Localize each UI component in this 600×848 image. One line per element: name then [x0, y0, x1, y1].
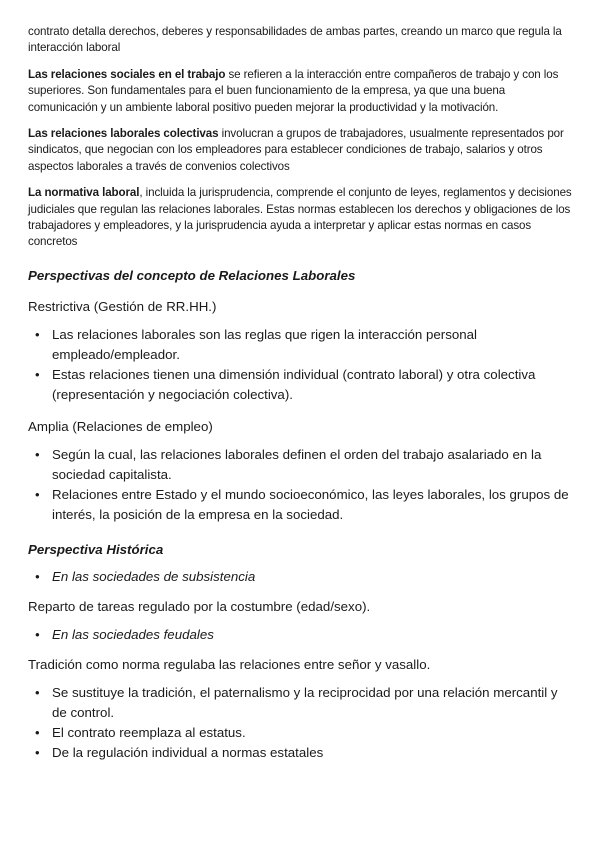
intro-paragraph: contrato detalla derechos, deberes y responsabilidades de ambas partes, creando un marco que regula la interacción laboral [28, 25, 562, 55]
label-amplia: Amplia (Relaciones de empleo) [28, 418, 213, 434]
text-relaciones-colectivas: involucran a grupos de trabajadores, usualmente representados por sindicatos, que negocian con los empleadores para establecer condiciones de trabajo, salarios y otros aspectos laborales a través de convenios colectivos [28, 127, 564, 173]
paragraph-relaciones-sociales [28, 67, 574, 116]
list-item: • Se sustituye la tradición, el paternalismo y la reciprocidad por una relación mercantil y de control. [28, 683, 574, 723]
list-amplia [28, 445, 574, 525]
list-item: • Relaciones entre Estado y el mundo socioeconómico, las leyes laborales, los grupos de interés, la posición de la empresa en la sociedad. [28, 485, 574, 525]
text-normativa-laboral: , incluida la jurisprudencia, comprende el conjunto de leyes, reglamentos y decisiones judiciales que regulan las relaciones laborales. Estas normas establecen los derechos y obligaciones de los trabajadores y empleadores, y la jurisprudencia ayuda a interpretar y aplicar estas normas en casos concretos [28, 186, 572, 249]
heading-perspectivas: Perspectivas del concepto de Relaciones Laborales [28, 267, 356, 283]
document-page [28, 24, 574, 763]
text-subsistencia: Reparto de tareas regulado por la costumbre (edad/sexo). [28, 598, 371, 614]
text-feudales: Tradición como norma regulaba las relaciones entre señor y vasallo. [28, 656, 431, 672]
list-item: • El contrato reemplaza al estatus. [28, 723, 574, 743]
term-relaciones-sociales: Las relaciones sociales en el trabajo [28, 67, 226, 81]
list-final [28, 683, 574, 763]
list-feudales [28, 625, 574, 645]
term-relaciones-colectivas: Las relaciones laborales colectivas [28, 127, 219, 141]
term-normativa-laboral: La normativa laboral [28, 186, 140, 200]
paragraph-relaciones-colectivas [28, 126, 574, 175]
list-item: • Según la cual, las relaciones laborales definen el orden del trabajo asalariado en la sociedad capitalista. [28, 445, 574, 485]
heading-historica: Perspectiva Histórica [28, 541, 164, 557]
list-item: • En las sociedades de subsistencia [28, 567, 574, 587]
list-item: • Las relaciones laborales son las reglas que rigen la interacción personal empleado/empleador. [28, 325, 574, 365]
list-item: • Estas relaciones tienen una dimensión individual (contrato laboral) y otra colectiva (representación y negociación colectiva). [28, 365, 574, 405]
list-item: • En las sociedades feudales [28, 625, 574, 645]
list-subsistencia [28, 567, 574, 587]
paragraph-normativa-laboral [28, 185, 574, 251]
text-relaciones-sociales: se refieren a la interacción entre compañeros de trabajo y con los superiores. Son fundamentales para el buen funcionamiento de la empresa, ya que una buena comunicación y un ambiente laboral positivo pueden mejorar la productividad y la motivación. [28, 67, 559, 114]
label-restrictiva: Restrictiva (Gestión de RR.HH.) [28, 298, 217, 314]
list-item: • De la regulación individual a normas estatales [28, 743, 574, 763]
list-restrictiva [28, 325, 574, 405]
